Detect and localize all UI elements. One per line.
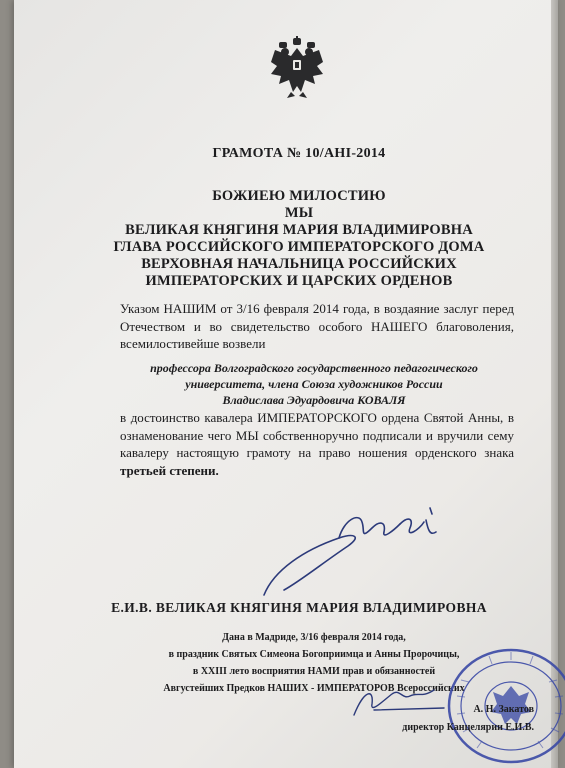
official-title: директор Канцелярии Е.И.В. <box>402 722 534 733</box>
heading-line: ГЛАВА РОССИЙСКОГО ИМПЕРАТОРСКОГО ДОМА <box>113 239 485 255</box>
place-date-line: Августейших Предков НАШИХ - ИМПЕРАТОРОВ Всероссийских <box>163 683 465 694</box>
signatory-title: Е.И.В. ВЕЛИКАЯ КНЯГИНЯ МАРИЯ ВЛАДИМИРОВНА <box>111 600 487 615</box>
heading-line: МЫ <box>284 205 314 221</box>
official-name: А. Н. Закатов <box>473 704 534 715</box>
award-degree: третьей степени. <box>120 462 219 478</box>
certificate-page <box>14 0 558 768</box>
handwritten-signature <box>244 500 464 610</box>
award-text: в достоинство кавалера ИМПЕРАТОРСКОГО ордена Святой Анны, в ознаменование чего МЫ собственноручно подписали и вручили сему кавалеру настоящую грамоту на право ношения орденского знака <box>120 410 514 460</box>
place-date-line: Дана в Мадриде, 3/16 февраля 2014 года, <box>222 632 406 643</box>
recipient-name: Владислава Эдуардовича КОВАЛЯ <box>222 393 406 407</box>
heading-line: ВЕРХОВНАЯ НАЧАЛЬНИЦА РОССИЙСКИХ <box>141 256 457 272</box>
heading-line: БОЖИЕЮ МИЛОСТИЮ <box>212 188 386 204</box>
heading-line: ИМПЕРАТОРСКИХ И ЦАРСКИХ ОРДЕНОВ <box>145 273 453 289</box>
double-headed-eagle-icon <box>269 36 325 100</box>
recipient-line: университета, члена Союза художников России <box>185 377 443 391</box>
recipient-block <box>114 360 514 408</box>
award-paragraph <box>120 409 514 479</box>
heading-line: ВЕЛИКАЯ КНЯГИНЯ МАРИЯ ВЛАДИМИРОВНА <box>125 222 473 238</box>
decree-paragraph: Указом НАШИМ от 3/16 февраля 2014 года, в воздаяние заслуг перед Отечеством и во свидетельство особого НАШЕГО благоволения, всемилостивейше возвели <box>120 301 514 351</box>
certificate-number: ГРАМОТА № 10/АНІ-2014 <box>212 146 386 161</box>
place-date-line: в XXIII лето восприятия НАМИ прав и обязанностей <box>192 666 436 677</box>
place-date-line: в праздник Святых Симеона Богоприимца и Анны Пророчицы, <box>168 649 460 660</box>
recipient-line: профессора Волгоградского государственного педагогического <box>150 361 478 375</box>
